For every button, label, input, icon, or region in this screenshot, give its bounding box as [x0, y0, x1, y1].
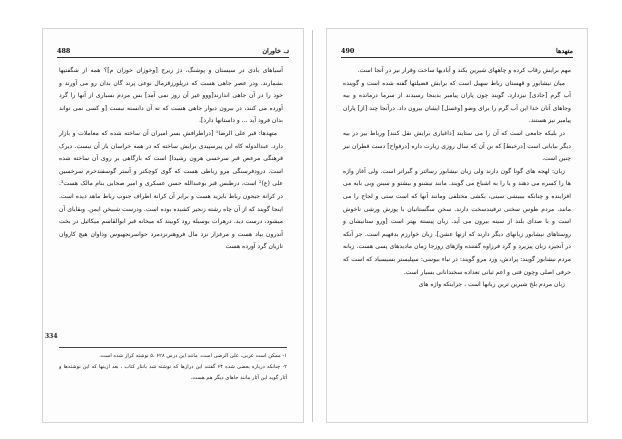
right-page-number: 490	[341, 47, 355, 55]
left-footnotes	[59, 351, 287, 384]
right-page	[326, 28, 588, 423]
right-paragraph-5: زبان مردم بلخ شیرین ترین زبانها است ، جزاینکه واژه های	[418, 281, 565, 289]
left-footnote-1: ۱- ممکن است عربی، علی الرضی است. مانند این درس ۶۲۸ ،۵ نوشته کراز شده است.	[99, 353, 287, 359]
left-page	[42, 28, 304, 423]
left-page-body	[59, 65, 283, 254]
right-page-body	[343, 65, 571, 292]
left-paragraph-1: آسیاهای بادی در سیستان و پوشنگ، دژ زیرج [وخوزان خوزان م]؟ همه از شگفتیها بشمارند. ودر عصر جاهی هست که درپلورزقزمال نوعی پرند گان بدان رو می آورند و خود را در آن جاهی اندازند[ووو غیر آن روز نمی آمد] بس مردم بسیاری از آنها را گرد آورده می کنند، در بیرون دیوار جاهی هست که ته آن دانسته نیست [و کسی نمی تواند بدان فرود آید ... و داستانها دارد].	[59, 67, 283, 125]
right-page-header	[341, 41, 573, 58]
book-gutter	[312, 30, 313, 422]
left-paragraph-2: متهدها: قبر علی الرضا¹ [دراطرافش بسر امیران آن ساخته شده که معاملات و بازار دارد. عبدالدوله کاه این پیرسپیدی برایش ساخته که در همه خراسان باز آن نیست. دیرک فرهنگی مرعص قبر سرخسی هرون رشیدا] است که بازگاهی بر روی آن ساخته شده است. درودفرسنگی مرو رباطی هست که گوی کوچکتر و آستر گوسفندخرم سرخسین علی (ع)² است، درطبس قبر بوعبدالله حسن عسکری و امیر صحابی بنام مالک هست³. در کرانة جیحون رباط بایزید هست و برابر آن کرانة اطراف جنوب رباط ماهد دیده است. اینجا گویند که از آن چاه رشته زنجیر کشیده بوده است. ودرست شبیخن ایمن. وبقایای آن میشود، درست دید. درهرات بوسیلة رود کوبیند که میخانه قبر ابوالقاسم میکائیل در بخت آندرون بیاد هست و مرغزار نزد مال فروهنرنزدمرد حواسرنجهیوس وذاوان هیچ کاروان تازیان گرد آورده هست	[59, 129, 283, 251]
left-line-marker: 334	[45, 333, 58, 340]
right-paragraph-4: زبان: لهجه های گونا گون دارند ولی زبان نیشابور رسائتر و گیراتر است. ولی آغاز واژه ها را کسره می دهند و یا را به اشباع می گویند. مانند تیشنو و بیشتو و سینن وبی بایه می افزاینده و چنانکه بیبیشی سینی، بکشی مختلفی ومانند آنها که است ستی و لجاج را می مانند. مردم طوس سخنی ترفیندسخت دارند. سخن سگستانیان با پوزش ورشی ناخوش است و با صدای بلند از سینه بیرون می آید. زبان پیستة بهتر است [ورو ستانیشان و روستاهای نیشابور زبانهای دیگر دارند که ازنها عشن]. زبان خوارزم بدفهیم است. جز آنکه در آنجیرد زبان پیزیرد و گرد فرزاوه گفتنده واژهای روزجا زمان مادیدهای پسی هست. زبانه مردم نیشابور گویند: پرادش، ورد مرو گویند: در نیاء بیوسی: سپلیستر بسیسیاد که است که حرفی اصلی وچون فتی و اعم ثیانی تعداده سخندانانی بسیار است.	[343, 167, 571, 276]
left-page-number: 488	[57, 47, 71, 55]
right-paragraph-1: مهم برایش رقاب کرده و چاههای شیرین بکند و آبادیها ساخت وقرار نیز در آنجا است.	[357, 67, 571, 74]
right-paragraph-3: در بلیکه جامعی است که آن را می ستایند [داغیاری برایش نقل کنند] ورباط بیر در بیه دیگر بیابانی است [درخبط] که بن آن که سال روزی زیارت داره [درفواح] دست قطران نیز چنین است.	[343, 129, 571, 163]
left-footnote-rule	[59, 347, 287, 348]
left-footnote-2: ۲- چنانکه درباره بعضی شده ۶۴ گفتند این درازها که نوشته شد بانتار کتاب ، بعد ازینها که این نوشته‌ها و آثار گوید این آثار مانند جاهای دیگر هم هست.	[59, 364, 288, 381]
left-page-running-title: تـ. خاوران	[262, 47, 289, 55]
right-paragraph-2: میان نیشابور و قهستان رباط سهیل است که برایش فضیلتها گفته شده است و گوینده آب گرم [جادی] نیزدارد. گویند چون پاران پیامبر بدینجا رسیدند از سرما درمانده و بیه وجاهای آنان خدا این آب گرم را برای وضو [وغسل] ایشان بیرون داد. درآنجا چند [از] پاران پیامبر نیز هستند.	[343, 79, 571, 125]
right-page-running-title: متهدها	[556, 47, 573, 55]
left-page-header	[57, 41, 289, 58]
